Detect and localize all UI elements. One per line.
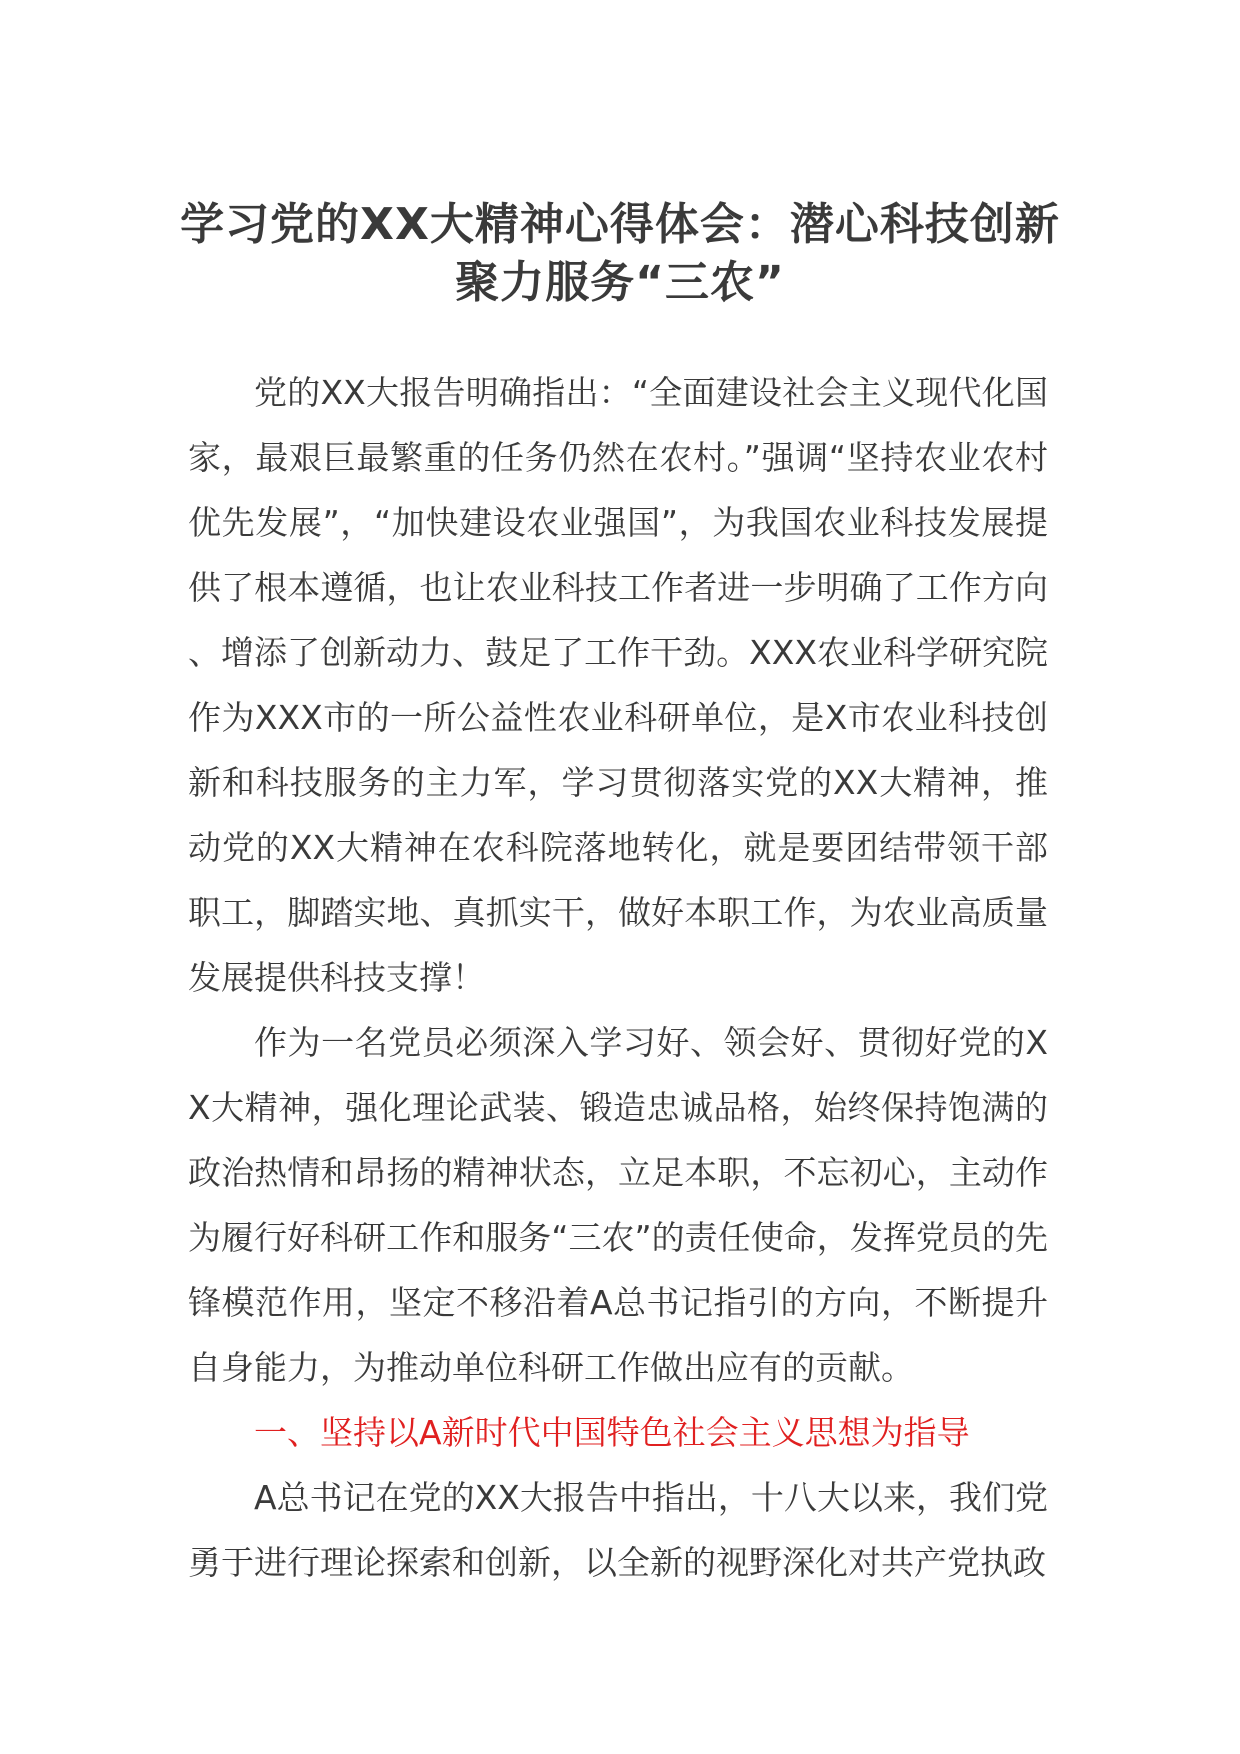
document-body xyxy=(188,360,1048,1595)
paragraph-intro: 党的XX大报告明确指出：“全面建设社会主义现代化国家，最艰巨最繁重的任务仍然在农村。”强调“坚持农业农村优先发展”，“加快建设农业强国”，为我国农业科技发展提供了根本遵循，也让农业科技工作者进一步明确了工作方向、增添了创新动力、鼓足了工作干劲。XXX农业科学研究院作为XXX市的一所公益性农业科研单位，是X市农业科技创新和科技服务的主力军，学习贯彻落实党的XX大精神，推动党的XX大精神在农科院落地转化，就是要团结带领干部职工，脚踏实地、真抓实干，做好本职工作，为农业高质量发展提供科技支撑！ xyxy=(188,373,1048,997)
paragraph-party-member: 作为一名党员必须深入学习好、领会好、贯彻好党的XX大精神，强化理论武装、锻造忠诚品格，始终保持饱满的政治热情和昂扬的精神状态，立足本职，不忘初心，主动作为履行好科研工作和服务“三农”的责任使命，发挥党员的先锋模范作用，坚定不移沿着A总书记指引的方向，不断提升自身能力，为推动单位科研工作做出应有的贡献。 xyxy=(188,1023,1048,1387)
document-title: 学习党的XX大精神心得体会：潜心科技创新聚力服务“三农” xyxy=(180,199,1060,308)
section-heading: 一、坚持以A新时代中国特色社会主义思想为指导 xyxy=(254,1413,970,1452)
section-paragraph: A总书记在党的XX大报告中指出，十八大以来，我们党勇于进行理论探索和创新，以全新的视野深化对共产党执政 xyxy=(188,1478,1048,1582)
